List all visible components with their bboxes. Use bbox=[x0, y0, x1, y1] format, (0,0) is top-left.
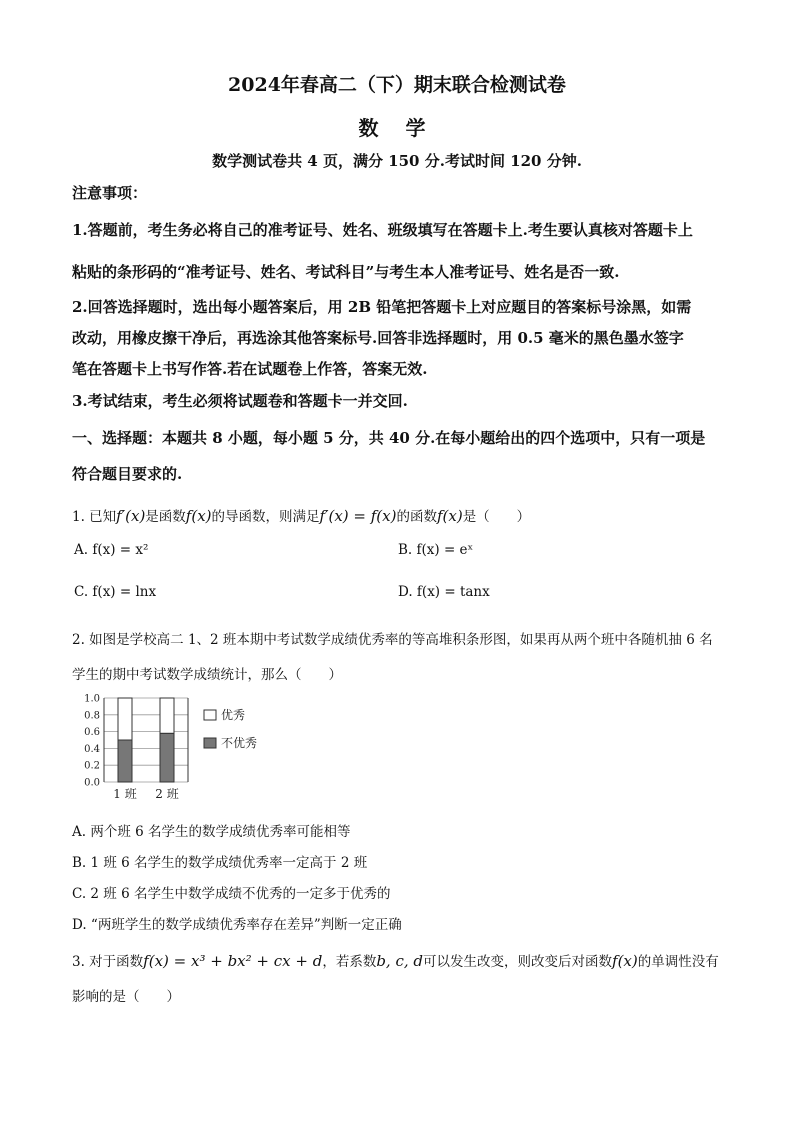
q1-text-5: 是（ ） bbox=[462, 509, 531, 525]
q3-text-1: 3. 对于函数 bbox=[72, 954, 144, 970]
note-3: 3.考试结束，考生必须将试题卷和答题卡一并交回. bbox=[72, 392, 408, 410]
q3-text-2: ，若系数 bbox=[322, 954, 377, 970]
q1-option-b: B. f(x) = eˣ bbox=[398, 542, 474, 558]
section-1-line-2: 符合题目要求的. bbox=[72, 465, 183, 483]
y-tick-label: 0.8 bbox=[84, 710, 100, 722]
bar-segment bbox=[118, 740, 132, 782]
y-tick-label: 0.2 bbox=[84, 760, 100, 772]
q1-text-2: 是函数 bbox=[145, 509, 186, 525]
q2-option-a: A. 两个班 6 名学生的数学成绩优秀率可能相等 bbox=[72, 824, 351, 840]
section-1-line-1: 一、选择题：本题共 8 小题，每小题 5 分，共 40 分.在每小题给出的四个选项中，只有一项是 bbox=[72, 429, 706, 447]
q3-text-3: 可以发生改变，则改变后对函数 bbox=[423, 954, 613, 970]
legend-swatch bbox=[204, 710, 216, 720]
q3-math-2: b, c, d bbox=[376, 952, 424, 970]
y-tick-label: 1.0 bbox=[84, 693, 100, 705]
question-1 bbox=[72, 505, 530, 525]
q3-line-2: 影响的是（ ） bbox=[72, 989, 180, 1005]
q1-text-4: 的函数 bbox=[396, 509, 437, 525]
exam-title: 2024年春高二（下）期末联合检测试卷 bbox=[228, 74, 566, 96]
q1-option-a: A. f(x) = x² bbox=[74, 542, 149, 558]
q1-option-c: C. f(x) = lnx bbox=[74, 584, 157, 600]
q2-option-c: C. 2 班 6 名学生中数学成绩不优秀的一定多于优秀的 bbox=[72, 886, 391, 902]
y-tick-label: 0.4 bbox=[84, 743, 100, 755]
bar-segment bbox=[160, 733, 174, 782]
q2-line-2: 学生的期中考试数学成绩统计，那么（ ） bbox=[72, 667, 342, 683]
stacked-bar-chart bbox=[70, 688, 290, 808]
q3-text-4: 的单调性没有 bbox=[637, 954, 719, 970]
q1-math-4: f(x) bbox=[436, 507, 463, 525]
question-3 bbox=[72, 950, 719, 970]
q2-option-b: B. 1 班 6 名学生的数学成绩优秀率一定高于 2 班 bbox=[72, 855, 368, 871]
q2-option-d: D. “两班学生的数学成绩优秀率存在差异”判断一定正确 bbox=[72, 917, 402, 933]
x-tick-label: 1 班 bbox=[113, 787, 137, 801]
q2-line-1: 2. 如图是学校高二 1、2 班本期中考试数学成绩优秀率的等高堆积条形图，如果再从两个班中各随机抽 6 名 bbox=[72, 632, 713, 648]
q1-math-1: f′(x) bbox=[116, 507, 146, 525]
legend-label: 不优秀 bbox=[221, 736, 258, 750]
q1-text-1: 1. 已知 bbox=[72, 509, 117, 525]
note-2-line-2: 改动，用橡皮擦干净后，再选涂其他答案标号.回答非选择题时，用 0.5 毫米的黑色墨水签字 bbox=[72, 329, 684, 347]
legend-swatch bbox=[204, 738, 216, 748]
q3-math-1: f(x) = x³ + bx² + cx + d bbox=[143, 952, 323, 970]
legend-label: 优秀 bbox=[221, 708, 246, 722]
q1-text-3: 的导函数，则满足 bbox=[211, 509, 320, 525]
exam-info: 数学测试卷共 4 页，满分 150 分.考试时间 120 分钟. bbox=[212, 152, 582, 170]
bar-segment bbox=[118, 698, 132, 740]
y-tick-label: 0.0 bbox=[84, 777, 100, 789]
q1-option-d: D. f(x) = tanx bbox=[398, 584, 490, 600]
subject-title: 数 学 bbox=[358, 116, 436, 140]
q1-math-3: f′(x) = f(x) bbox=[319, 507, 397, 525]
q1-math-2: f(x) bbox=[185, 507, 212, 525]
notes-heading: 注意事项： bbox=[72, 184, 148, 202]
q3-math-3: f(x) bbox=[612, 952, 638, 970]
note-1-line-1: 1.答题前，考生务必将自己的准考证号、姓名、班级填写在答题卡上.考生要认真核对答题卡上 bbox=[72, 221, 693, 239]
bar-segment bbox=[160, 698, 174, 733]
y-tick-label: 0.6 bbox=[84, 727, 100, 739]
x-tick-label: 2 班 bbox=[155, 787, 179, 801]
note-2-line-3: 笔在答题卡上书写作答.若在试题卷上作答，答案无效. bbox=[72, 360, 428, 378]
note-1-line-2: 粘贴的条形码的“准考证号、姓名、考试科目”与考生本人准考证号、姓名是否一致. bbox=[72, 263, 620, 281]
note-2-line-1: 2.回答选择题时，选出每小题答案后，用 2B 铅笔把答题卡上对应题目的答案标号涂黑，如需 bbox=[72, 298, 692, 316]
